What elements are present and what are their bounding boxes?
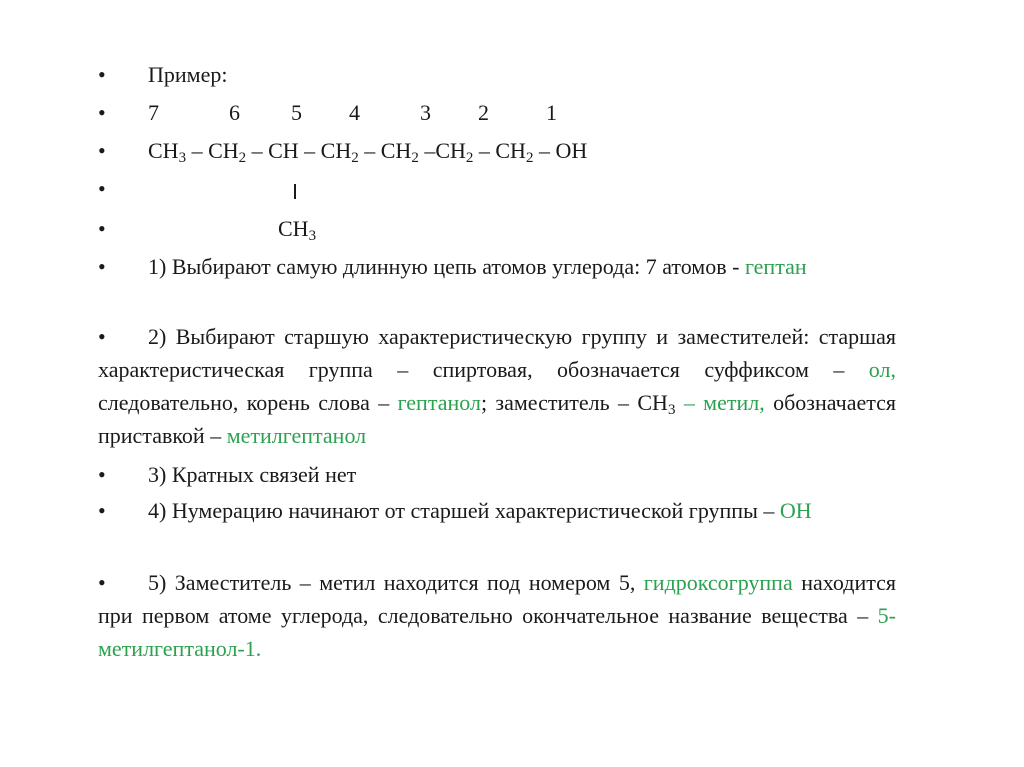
highlight-root: гептанол (397, 390, 481, 415)
highlight-suffix: ол, (868, 357, 896, 382)
highlight-hydroxo: гидроксогруппа (643, 570, 793, 595)
carbon-number-3: 3 (420, 100, 431, 125)
vertical-bond (294, 184, 296, 199)
bullet-marker: • (98, 462, 106, 487)
step-1: • 1) Выбирают самую длинную цепь атомов углерода: 7 атомов - гептан (98, 250, 896, 283)
carbon-number-2: 2 (478, 100, 489, 125)
carbon-number-5: 5 (291, 100, 302, 125)
step-2: • 2) Выбирают старшую характеристическую группу и заместителей: старшая характеристическая группа – спиртовая, обозначается суффиксом – ол, следовательно, корень слова – гептанол; заместитель – $CH_3$ – метил, обозначается приставкой – метилгептанол (98, 320, 896, 452)
bullet-marker: • (98, 216, 106, 241)
highlight-heptane: гептан (744, 254, 807, 279)
bullet-marker: • (98, 138, 106, 163)
carbon-number-7: 7 (148, 100, 159, 125)
step-5: • 5) Заместитель – метил находится под номером 5, гидроксогруппа находится при первом атоме углерода, следовательно окончательное название вещества – 5-метилгептанол-1. (98, 566, 896, 665)
branch-methyl: $CH_3$ (278, 216, 317, 244)
structural-formula: $CH_3 - CH_2$ – CH – $CH_2 - CH_2$ $-CH_2 - CH_2$ – OH (148, 138, 588, 166)
highlight-oh: OH (779, 498, 812, 523)
bullet-marker: • (98, 570, 106, 595)
highlight-final-name: 5-метилгептанол-1. (98, 603, 896, 661)
highlight-methyl: – метил, (675, 390, 765, 415)
step-4: • 4) Нумерацию начинают от старшей характеристической группы – OH (98, 494, 896, 527)
structural-formula-line (98, 134, 896, 167)
carbon-number-4: 4 (349, 100, 360, 125)
step-3: • 3) Кратных связей нет (98, 458, 896, 491)
bullet-marker: • (98, 324, 106, 349)
highlight-methylheptanol: метилгептанол (226, 423, 367, 448)
example-label: Пример: (148, 62, 228, 87)
carbon-numbering-line (98, 96, 896, 129)
bullet-marker: • (98, 176, 106, 201)
bullet-marker: • (98, 498, 106, 523)
example-line (98, 58, 896, 91)
branch-methyl-line (98, 212, 896, 245)
bullet-marker: • (98, 100, 106, 125)
carbon-number-6: 6 (229, 100, 240, 125)
carbon-number-1: 1 (546, 100, 557, 125)
bullet-marker: • (98, 254, 106, 279)
bullet-marker: • (98, 62, 106, 87)
branch-bond-line (98, 172, 896, 205)
